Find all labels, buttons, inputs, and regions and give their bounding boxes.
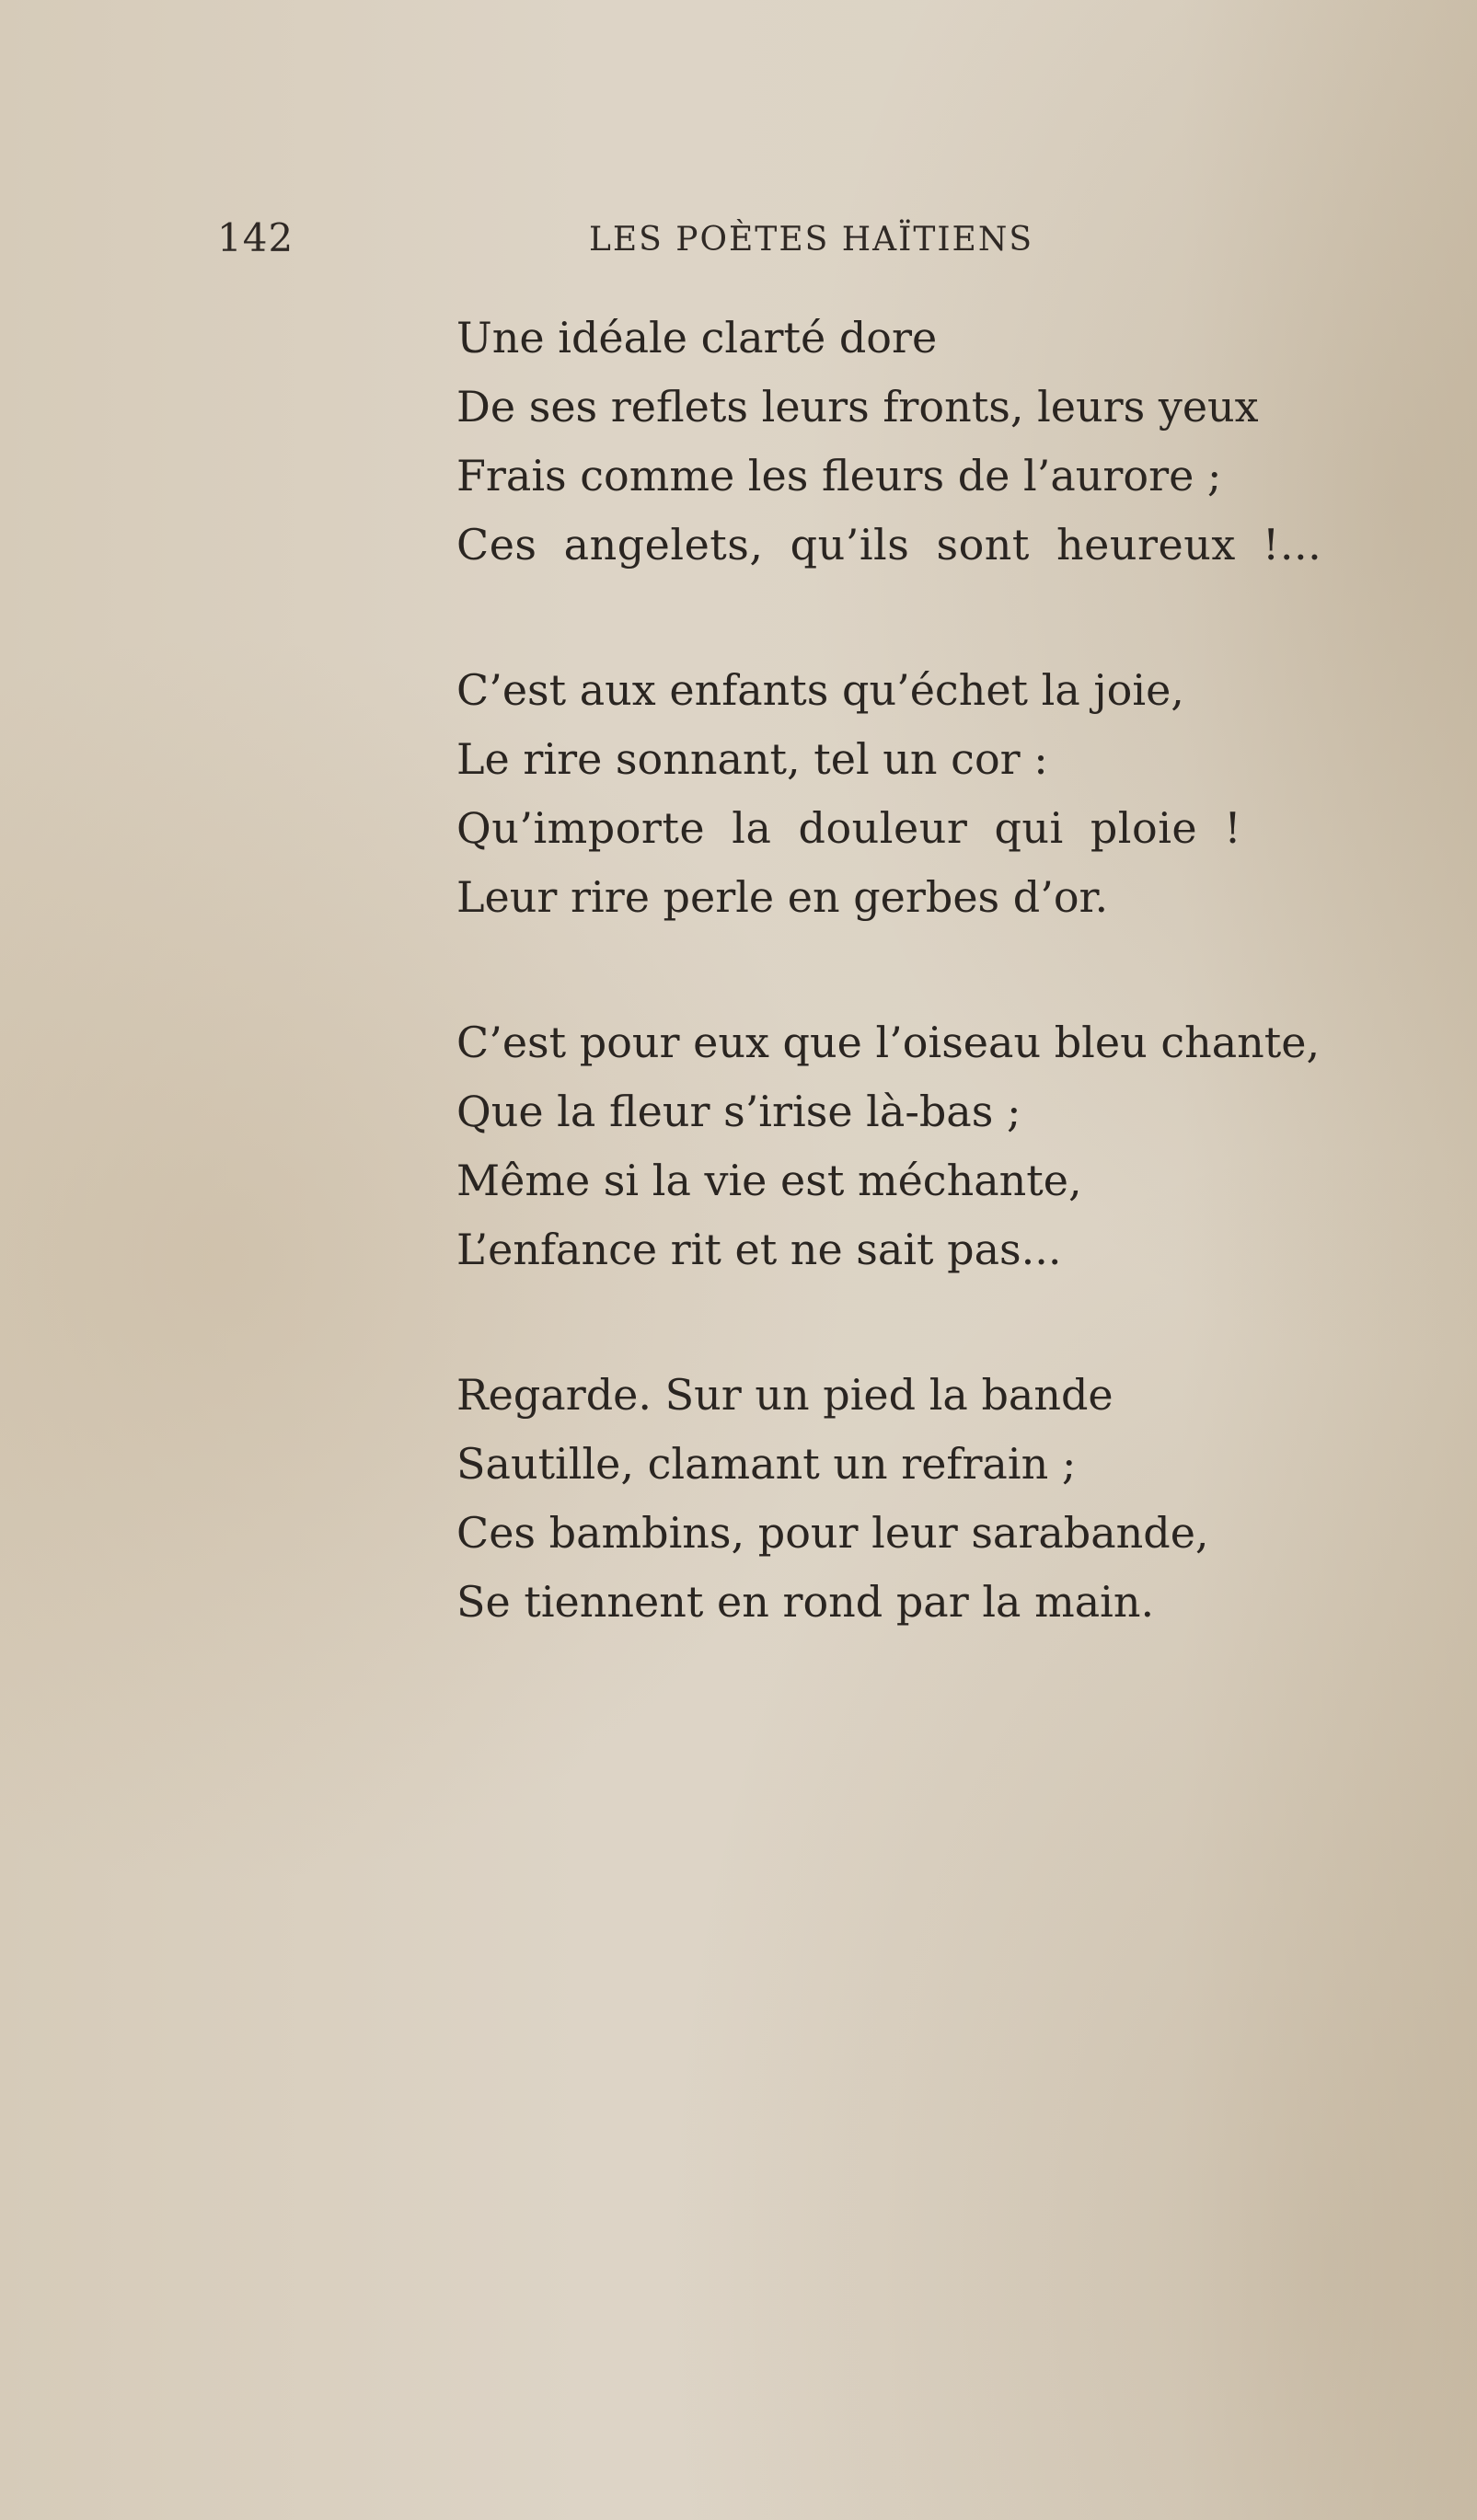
poem [456,304,1358,1713]
running-title: LES POÈTES HAÏTIENS [589,221,1033,259]
poem-line: Qu’importe la douleur qui ploie ! [456,803,1242,853]
poem-line: L’enfance rit et ne sait pas... [456,1225,1062,1274]
poem-line: Que la fleur s’irise là-bas ; [456,1087,1021,1136]
stanza-2 [456,656,1358,932]
poem-line: Regarde. Sur un pied la bande [456,1370,1114,1420]
page-number: 142 [217,215,294,260]
poem-line: Ces angelets, qu’ils sont heureux !... [456,520,1322,570]
poem-line: Sautille, clamant un refrain ; [456,1439,1077,1489]
poem-line: C’est pour eux que l’oiseau bleu chante, [456,1018,1321,1067]
stanza-1 [456,304,1358,580]
poem-line: Leur rire perle en gerbes d’or. [456,872,1109,922]
poem-line: Frais comme les fleurs de l’aurore ; [456,451,1222,501]
poem-line: Même si la vie est méchante, [456,1156,1082,1205]
stanza-3 [456,1008,1358,1284]
poem-line: De ses reflets leurs fronts, leurs yeux [456,382,1259,432]
page-header [0,215,1477,270]
stanza-4 [456,1361,1358,1637]
poem-line: Le rire sonnant, tel un cor : [456,734,1048,784]
poem-line: Ces bambins, pour leur sarabande, [456,1508,1209,1558]
poem-line: Se tiennent en rond par la main. [456,1577,1155,1627]
poem-line: C’est aux enfants qu’échet la joie, [456,665,1184,715]
poem-line: Une idéale clarté dore [456,313,938,362]
